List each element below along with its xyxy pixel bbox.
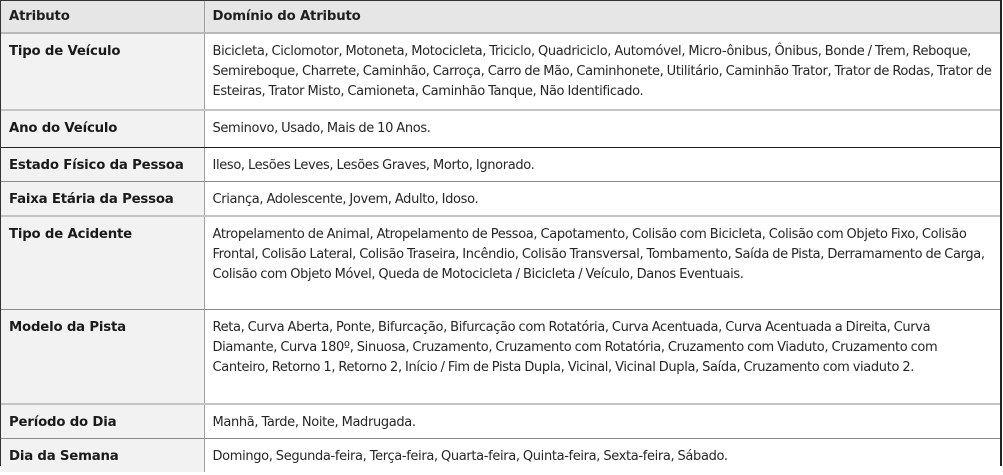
domain-cell: Domingo, Segunda-feira, Terça-feira, Quarta-feira, Quinta-feira, Sexta-feira, Sábado. — [204, 438, 1000, 472]
table-row — [1, 404, 1000, 439]
domain-cell: Bicicleta, Ciclomotor, Motoneta, Motocicleta, Triciclo, Quadriciclo, Automóvel, Micro-ônibus, Ônibus, Bonde / Trem, Reboque, Semireboque, Charrete, Caminhão, Carroça, Carro de Mão, Caminhonete, Utilitário, Caminhão Trator, Trator de Rodas, Trator de Esteiras, Trator Misto, Camioneta, Caminhão Tanque, Não Identificado. — [204, 33, 1000, 110]
table-header — [1, 1, 1000, 33]
attribute-cell: Estado Físico da Pessoa — [1, 147, 204, 181]
attribute-domain-table — [1, 1, 1000, 472]
domain-cell: Atropelamento de Animal, Atropelamento de Pessoa, Capotamento, Colisão com Bicicleta, Colisão com Objeto Fixo, Colisão Frontal, Colisão Lateral, Colisão Traseira, Incêndio, Colisão Transversal, Tombamento, Saída de Pista, Derramamento de Carga, Colisão com Objeto Móvel, Queda de Motocicleta / Bicicleta / Veículo, Danos Eventuais. — [204, 216, 1000, 310]
attribute-cell: Tipo de Veículo — [1, 33, 204, 110]
domain-cell: Ileso, Lesões Leves, Lesões Graves, Morto, Ignorado. — [204, 147, 1000, 181]
table-row — [1, 310, 1000, 404]
attribute-cell: Período do Dia — [1, 404, 204, 439]
table-row — [1, 110, 1000, 147]
attribute-cell: Ano do Veículo — [1, 110, 204, 147]
domain-cell: Criança, Adolescente, Jovem, Adulto, Idoso. — [204, 181, 1000, 216]
domain-cell: Manhã, Tarde, Noite, Madrugada. — [204, 404, 1000, 439]
attribute-cell: Faixa Etária da Pessoa — [1, 181, 204, 216]
domain-cell: Reta, Curva Aberta, Ponte, Bifurcação, Bifurcação com Rotatória, Curva Acentuada, Curva Acentuada a Direita, Curva Diamante, Curva 180º, Sinuosa, Cruzamento, Cruzamento com Rotatória, Cruzamento com Viaduto, Cruzamento com Canteiro, Retorno 1, Retorno 2, Início / Fim de Pista Dupla, Vicinal, Vicinal Dupla, Saída, Cruzamento com viaduto 2. — [204, 310, 1000, 404]
table-row — [1, 33, 1000, 110]
table-row — [1, 147, 1000, 181]
domain-cell: Seminovo, Usado, Mais de 10 Anos. — [204, 110, 1000, 147]
table-row — [1, 181, 1000, 216]
table-body — [1, 33, 1000, 472]
table-row — [1, 438, 1000, 472]
attribute-cell: Dia da Semana — [1, 438, 204, 472]
attribute-cell: Modelo da Pista — [1, 310, 204, 404]
attribute-cell: Tipo de Acidente — [1, 216, 204, 310]
column-header-domain: Domínio do Atributo — [204, 1, 1000, 33]
header-row — [1, 1, 1000, 33]
column-header-attribute: Atributo — [1, 1, 204, 33]
table-row — [1, 216, 1000, 310]
